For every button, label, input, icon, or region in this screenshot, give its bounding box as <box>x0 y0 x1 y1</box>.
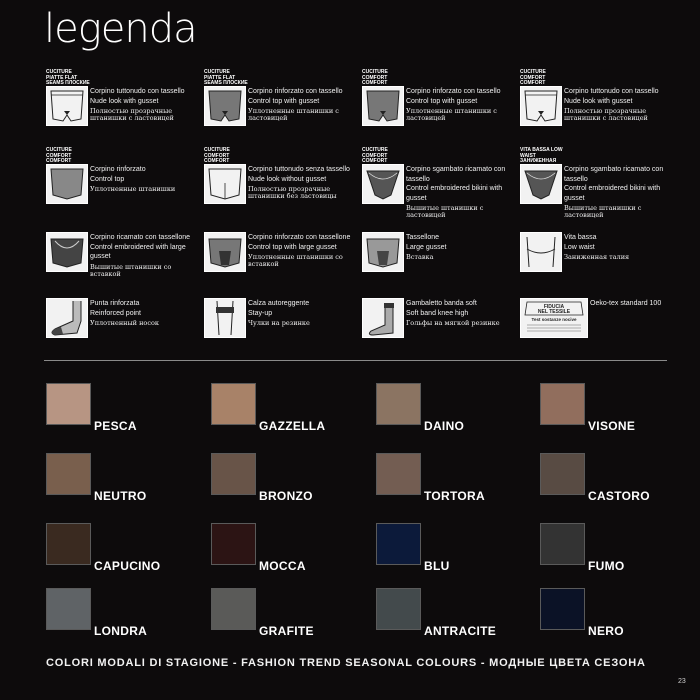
desc-it: Corpino tuttonudo senza tassello <box>248 166 350 173</box>
desc-it: Corpino rinforzato con tassello <box>406 88 501 95</box>
desc-en: Control top with large gusset <box>248 243 337 251</box>
desc-it: Corpino rinforzato <box>90 166 146 173</box>
desc-it: Oeko-tex standard 100 <box>590 300 662 307</box>
legend-item <box>362 282 514 342</box>
desc-it: Corpino rinforzato con tassellone <box>248 234 351 241</box>
swatch-label: MOCCA <box>259 559 306 573</box>
reinforced-toe-icon <box>46 298 88 338</box>
swatch-label: CAPUCINO <box>94 559 161 573</box>
colour-swatch <box>211 383 371 453</box>
desc-en: Low waist <box>564 243 595 251</box>
desc-ru: Вставка <box>406 253 434 261</box>
swatch-capucino <box>46 523 91 565</box>
swatch-fumo <box>540 523 585 565</box>
desc-ru: Вышитые штанишки с ластовицей <box>406 204 484 219</box>
desc-en: Control embroidered with large gusset <box>90 243 186 260</box>
bikini-embroidered-icon <box>362 164 404 204</box>
brief-control-gusset-icon <box>362 86 404 126</box>
desc-it: Gambaletto banda soft <box>406 300 477 307</box>
oeko-tex-text-2: NEL TESSILE <box>537 309 571 315</box>
desc-ru: Вышитые штанишки с ластовицей <box>564 204 642 219</box>
swatch-visone <box>540 383 585 425</box>
swatch-label: PESCA <box>94 419 137 433</box>
knee-high-icon <box>362 298 404 338</box>
desc-it: Punta rinforzata <box>90 300 140 307</box>
swatch-neutro <box>46 453 91 495</box>
colour-swatch <box>376 383 536 453</box>
legend-item <box>204 70 356 130</box>
stay-up-icon <box>204 298 246 338</box>
desc-ru: Полностью прозрачные штанишки с ластовицей <box>564 107 648 122</box>
swatch-londra <box>46 588 91 630</box>
colour-swatch <box>46 588 206 658</box>
swatch-label: TORTORA <box>424 489 485 503</box>
brief-control-gusset-icon <box>204 86 246 126</box>
colour-swatch <box>211 588 371 658</box>
colour-swatch <box>211 523 371 593</box>
swatch-bronzo <box>211 453 256 495</box>
page-title: legenda <box>44 6 197 52</box>
swatch-label: CASTORO <box>588 489 650 503</box>
desc-it: Vita bassa <box>564 234 597 241</box>
swatch-label: ANTRACITE <box>424 624 497 638</box>
desc-it: Calza autoreggente <box>248 300 310 307</box>
brief-embroidered-icon <box>46 232 88 272</box>
legend-item <box>362 216 514 276</box>
brief-control-icon <box>46 164 88 204</box>
colour-swatch <box>211 453 371 523</box>
brief-nude-gusset-icon <box>46 86 88 126</box>
swatch-label: FUMO <box>588 559 625 573</box>
brief-nude-icon <box>204 164 246 204</box>
desc-en: Control top <box>90 175 125 183</box>
swatch-daino <box>376 383 421 425</box>
desc-it: Corpino ricamato con tassellone <box>90 234 190 241</box>
low-waist-icon <box>520 232 562 272</box>
colour-swatch <box>540 453 700 523</box>
legend-item <box>204 282 356 342</box>
swatch-grafite <box>211 588 256 630</box>
legend-item <box>204 216 356 276</box>
section-divider <box>44 360 667 361</box>
desc-ru: Полностью прозрачные штанишки без ластовицы <box>248 185 337 200</box>
seam-tag: CUCITURE COMFORT COMFORT <box>362 147 388 164</box>
colour-swatch <box>376 588 536 658</box>
legend-item <box>46 70 198 130</box>
desc-ru: Уплотненные штанишки <box>90 185 176 193</box>
colour-swatch <box>540 523 700 593</box>
seam-tag: CUCITURE COMFORT COMFORT <box>204 147 230 164</box>
bikini-embroidered-icon <box>520 164 562 204</box>
desc-en: Reinforced point <box>90 309 141 317</box>
colour-swatch <box>540 588 700 658</box>
desc-it: Corpino sgambato ricamato con tassello <box>406 166 506 183</box>
legend-item <box>520 216 672 276</box>
desc-ru: Чулки на резинке <box>248 319 310 327</box>
footer-caption: COLORI MODALI DI STAGIONE - FASHION TREND SEASONAL COLOURS - МОДНЫЕ ЦВЕТА СЕЗОНА <box>46 657 646 669</box>
legend-item <box>46 282 198 342</box>
swatch-antracite <box>376 588 421 630</box>
page-number: 23 <box>678 678 686 685</box>
brief-large-gusset-icon <box>204 232 246 272</box>
seam-tag: CUCITURE COMFORT COMFORT <box>46 147 72 164</box>
desc-en: Soft band knee high <box>406 309 469 317</box>
desc-ru: Гольфы на мягкой резинке <box>406 319 500 327</box>
legend-item <box>46 148 198 208</box>
desc-ru: Уплотненный носок <box>90 319 159 327</box>
brief-nude-gusset-icon <box>520 86 562 126</box>
swatch-gazzella <box>211 383 256 425</box>
desc-en: Control top with gusset <box>248 97 320 105</box>
desc-en: Nude look with gusset <box>90 97 159 105</box>
seam-tag: CUCITURE COMFORT COMFORT <box>520 69 546 86</box>
desc-en: Nude look with gusset <box>564 97 633 105</box>
desc-en: Stay-up <box>248 309 273 317</box>
desc-ru: Уплотненные штанишки со вставкой <box>248 253 343 268</box>
desc-ru: Вышитые штанишки со вставкой <box>90 262 172 278</box>
swatch-pesca <box>46 383 91 425</box>
swatch-blu <box>376 523 421 565</box>
swatch-label: DAINO <box>424 419 465 433</box>
colour-swatch <box>46 453 206 523</box>
swatch-castoro <box>540 453 585 495</box>
seam-tag: VITA BASSA LOW WAIST ЗАНИЖЕННАЯ <box>520 147 563 164</box>
legend-item <box>362 147 514 219</box>
desc-it: Corpino tuttonudo con tassello <box>90 88 185 95</box>
seam-tag: CUCITURE PIATTE FLAT SEAMS ПЛОСКИЕ <box>46 69 90 86</box>
colour-swatch <box>46 523 206 593</box>
swatch-label: BRONZO <box>259 489 313 503</box>
colour-swatch <box>376 453 536 523</box>
legend-item <box>46 216 198 276</box>
colour-swatch <box>540 383 700 453</box>
swatch-label: LONDRA <box>94 624 148 638</box>
desc-en: Control embroidered bikini with gusset <box>406 185 503 202</box>
swatch-label: BLU <box>424 559 450 573</box>
seam-tag: CUCITURE PIATTE FLAT SEAMS ПЛОСКИЕ <box>204 69 248 86</box>
swatch-label: NERO <box>588 624 624 638</box>
legend-item <box>520 147 672 219</box>
large-gusset-icon <box>362 232 404 272</box>
swatch-tortora <box>376 453 421 495</box>
swatch-label: VISONE <box>588 419 636 433</box>
desc-en: Control top with gusset <box>406 97 478 105</box>
oeko-tex-label-icon <box>520 298 588 338</box>
desc-ru: Полностью прозрачные штанишки с ластовицей <box>90 107 174 122</box>
oeko-tex-text-1: FIDUCIA <box>543 304 565 310</box>
desc-ru: Уплотненные штанишки с ластовицей <box>406 107 497 122</box>
desc-it: Corpino sgambato ricamato con tassello <box>564 166 664 183</box>
desc-ru: Уплотненные штанишки с ластовицей <box>248 107 339 122</box>
colour-swatch <box>376 523 536 593</box>
swatch-label: GAZZELLA <box>259 419 326 433</box>
swatch-label: NEUTRO <box>94 489 147 503</box>
swatch-mocca <box>211 523 256 565</box>
legend-item <box>362 70 514 130</box>
legend-item <box>520 282 672 342</box>
desc-ru: Заниженная талия <box>564 253 630 261</box>
legend-item <box>520 70 672 130</box>
desc-en: Nude look without gusset <box>248 175 327 183</box>
oeko-tex-text-3: Test sostanze nocive <box>531 317 577 322</box>
desc-it: Tassellone <box>406 234 440 241</box>
desc-it: Corpino rinforzato con tassello <box>248 88 343 95</box>
colour-swatch <box>46 383 206 453</box>
swatch-nero <box>540 588 585 630</box>
desc-it: Corpino tuttonudo con tassello <box>564 88 659 95</box>
desc-en: Large gusset <box>406 243 447 251</box>
seam-tag: CUCITURE COMFORT COMFORT <box>362 69 388 86</box>
swatch-label: GRAFITE <box>259 624 314 638</box>
legend-item <box>204 148 356 208</box>
desc-en: Control embroidered bikini with gusset <box>564 185 661 202</box>
